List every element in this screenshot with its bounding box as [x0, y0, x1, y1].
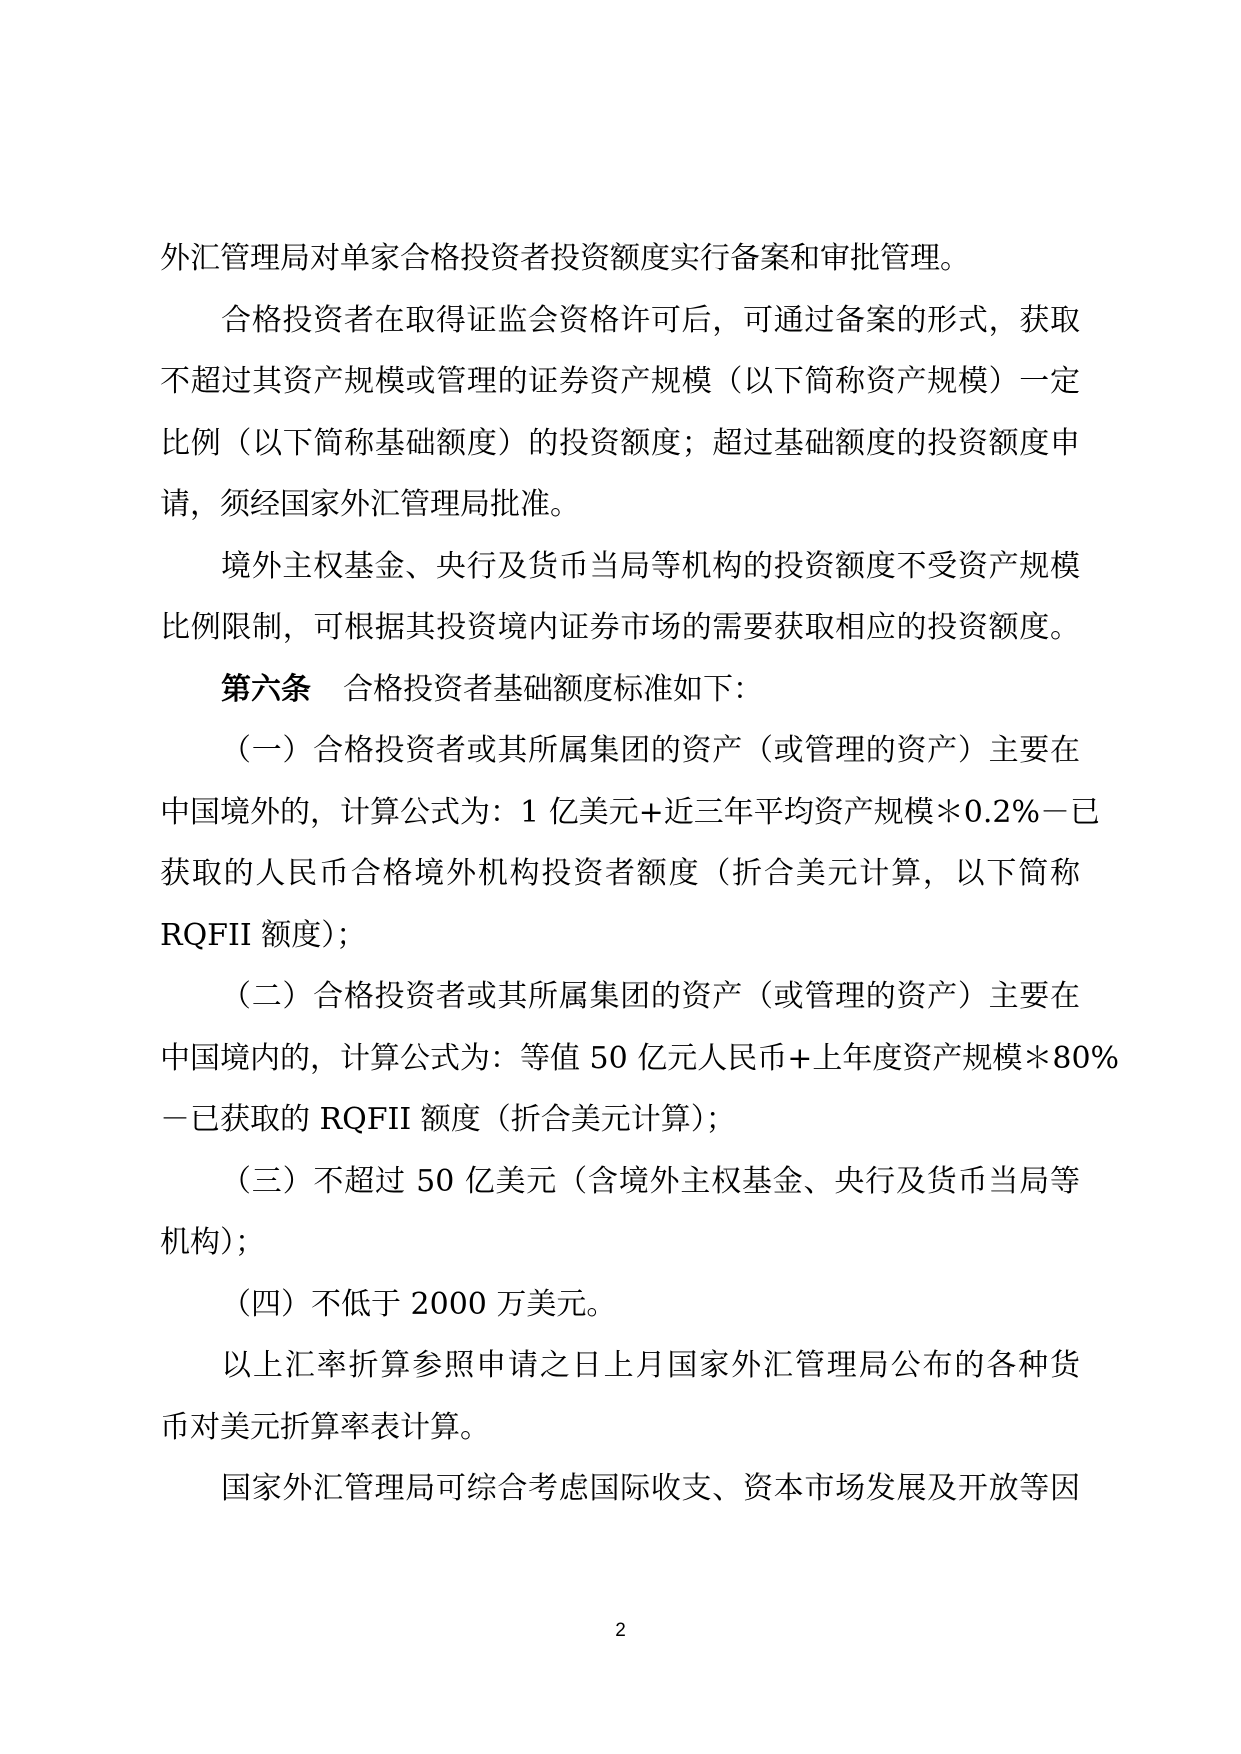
- text-line: [160, 905, 1080, 967]
- line-text: 境外主权基金、央行及货币当局等机构的投资额度不受资产规模: [221, 548, 1080, 584]
- text-line: [160, 659, 1080, 721]
- line-text: RQFII 额度）；: [160, 917, 367, 953]
- text-line: [160, 413, 1080, 475]
- page-number: 2: [615, 1620, 626, 1641]
- article-heading: 第六条: [221, 671, 311, 707]
- line-text: 外汇管理局对单家合格投资者投资额度实行备案和审批管理。: [160, 241, 970, 276]
- text-line: [160, 1028, 1120, 1090]
- text-line: [160, 1458, 1080, 1520]
- text-line: [160, 474, 1080, 536]
- text-line: [160, 351, 1080, 413]
- text-line: [160, 1397, 1080, 1459]
- text-line: [160, 720, 1080, 782]
- text-line: [160, 536, 1080, 598]
- text-line: [160, 966, 1080, 1028]
- text-line: [160, 843, 1080, 905]
- line-text: 请，须经国家外汇管理局批准。: [160, 487, 580, 522]
- line-text: 获取的人民币合格境外机构投资者额度（折合美元计算，以下简称: [160, 856, 1080, 891]
- text-line: [160, 1335, 1080, 1397]
- line-text: 合格投资者基础额度标准如下：: [343, 671, 763, 707]
- text-line: [160, 1089, 1080, 1151]
- line-text: 以上汇率折算参照申请之日上月国家外汇管理局公布的各种货: [221, 1348, 1080, 1383]
- line-text: （一）合格投资者或其所属集团的资产（或管理的资产）主要在: [221, 733, 1080, 768]
- text-line: [160, 228, 1080, 290]
- line-text: （四）不低于 2000 万美元。: [221, 1286, 617, 1322]
- line-text: 不超过其资产规模或管理的证券资产规模（以下简称资产规模）一定: [160, 364, 1080, 399]
- line-text: 机构）；: [160, 1225, 265, 1260]
- line-text: 国家外汇管理局可综合考虑国际收支、资本市场发展及开放等因: [221, 1471, 1080, 1506]
- document-body: [160, 228, 1120, 1520]
- text-line: [160, 1212, 1080, 1274]
- line-text: 中国境内的，计算公式为：等值 50 亿元人民币+上年度资产规模＊80%: [160, 1040, 1120, 1076]
- line-text: （三）不超过 50 亿美元（含境外主权基金、央行及货币当局等: [221, 1163, 1080, 1199]
- line-text: 合格投资者在取得证监会资格许可后，可通过备案的形式，获取: [221, 302, 1080, 338]
- line-text: 币对美元折算率表计算。: [160, 1409, 490, 1445]
- line-text: 中国境外的，计算公式为：1 亿美元+近三年平均资产规模＊0.2%－已: [160, 794, 1100, 830]
- text-line: [160, 782, 1100, 844]
- text-line: [160, 290, 1080, 352]
- line-text: －已获取的 RQFII 额度（折合美元计算）；: [160, 1102, 736, 1137]
- text-line: [160, 1274, 1080, 1336]
- text-line: [160, 597, 1080, 659]
- line-text: （二）合格投资者或其所属集团的资产（或管理的资产）主要在: [221, 979, 1080, 1014]
- text-line: [160, 1151, 1080, 1213]
- line-text: 比例（以下简称基础额度）的投资额度；超过基础额度的投资额度申: [160, 425, 1080, 461]
- line-text: 比例限制，可根据其投资境内证券市场的需要获取相应的投资额度。: [160, 610, 1080, 645]
